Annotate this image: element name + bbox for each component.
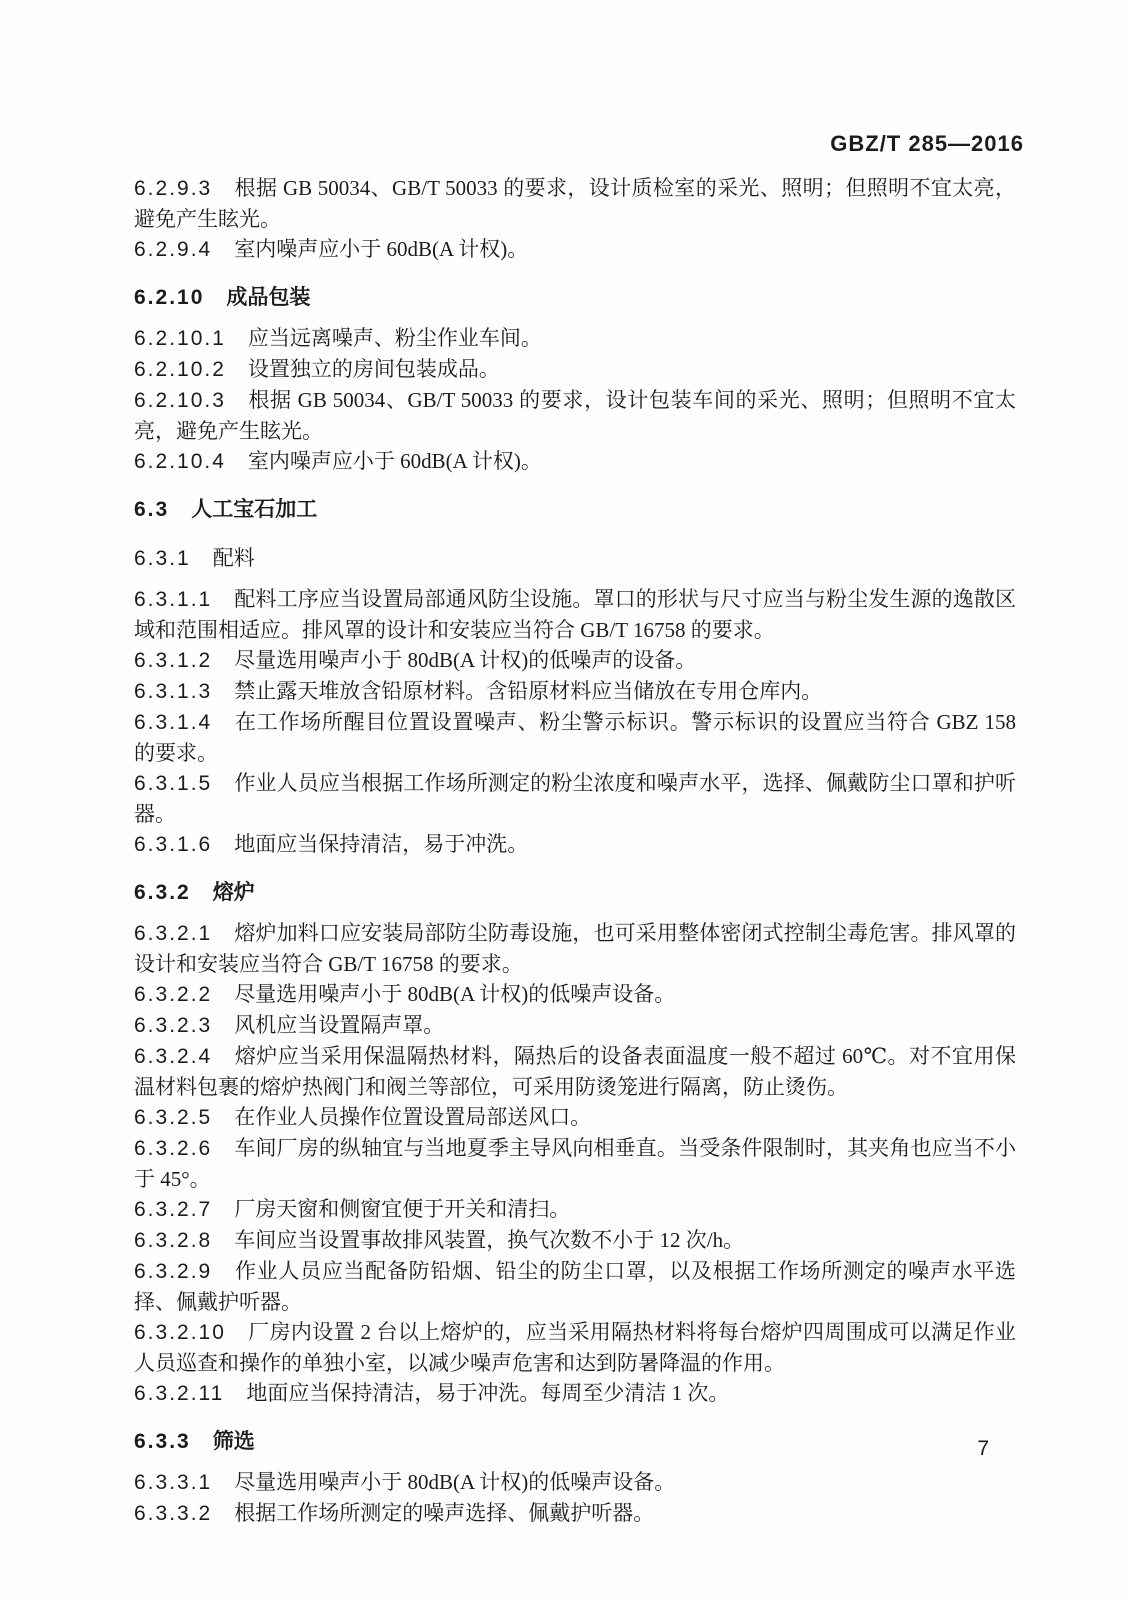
clause-text: 作业人员应当根据工作场所测定的粉尘浓度和噪声水平，选择、佩戴防尘口罩和护听器。: [134, 771, 1016, 826]
clause-paragraph: [134, 1498, 1016, 1529]
clause-text: 作业人员应当配备防铅烟、铅尘的防尘口罩，以及根据工作场所测定的噪声水平选择、佩戴护听器。: [134, 1259, 1016, 1314]
clause-number: 6.3.1.3: [134, 680, 213, 703]
clause-number: 6.2.10.4: [134, 450, 226, 473]
clause-paragraph: [134, 323, 1016, 354]
clause-text: 尽量选用噪声小于 80dB(A 计权)的低噪声设备。: [234, 1470, 676, 1494]
clause-text: 室内噪声应小于 60dB(A 计权)。: [234, 237, 529, 261]
clause-text: 筛选: [212, 1430, 255, 1453]
clause-number: 6.3.2: [134, 881, 191, 904]
clause-number: 6.3.2.3: [134, 1014, 213, 1037]
clause-paragraph: [134, 1378, 1016, 1409]
clause-paragraph: [134, 979, 1016, 1010]
clause-number: 6.3.3: [134, 1430, 191, 1453]
clause-number: 6.3.2.10: [134, 1321, 226, 1344]
clause-number: 6.2.10.2: [134, 358, 226, 381]
clause-text: 熔炉: [212, 881, 255, 904]
clause-text: 配料: [212, 546, 255, 570]
clause-paragraph: [134, 385, 1016, 446]
clause-number: 6.2.10.3: [134, 389, 226, 412]
clause-paragraph: [134, 1041, 1016, 1102]
clause-paragraph: [134, 829, 1016, 860]
clause-number: 6.3: [134, 498, 170, 521]
running-header-standard-number: GBZ/T 285—2016: [830, 131, 1024, 156]
clause-number: 6.3.3.1: [134, 1471, 213, 1494]
clause-number: 6.3.2.7: [134, 1198, 213, 1221]
clause-number: 6.3.1.2: [134, 649, 213, 672]
clause-text: 尽量选用噪声小于 80dB(A 计权)的低噪声的设备。: [234, 648, 697, 672]
clause-text: 人工宝石加工: [191, 498, 318, 521]
clause-text: 禁止露天堆放含铅原材料。含铅原材料应当储放在专用仓库内。: [234, 679, 823, 703]
clause-number: 6.3.1.1: [134, 588, 213, 611]
clause-text: 风机应当设置隔声罩。: [234, 1013, 445, 1037]
clause-text: 成品包装: [226, 286, 311, 309]
clause-paragraph: [134, 1102, 1016, 1133]
clause-paragraph: [134, 918, 1016, 979]
clause-number: 6.3.1.6: [134, 833, 213, 856]
clause-number: 6.3.2.1: [134, 922, 213, 945]
clause-paragraph: [134, 584, 1016, 645]
section-heading: [134, 495, 1016, 525]
clause-paragraph: [134, 1225, 1016, 1256]
page-number: 7: [977, 1437, 989, 1460]
clause-paragraph: [134, 234, 1016, 265]
clause-text: 室内噪声应小于 60dB(A 计权)。: [247, 449, 542, 473]
clause-number: 6.3.1.5: [134, 772, 213, 795]
clause-number: 6.3.2.6: [134, 1137, 213, 1160]
clause-text: 在工作场所醒目位置设置噪声、粉尘警示标识。警示标识的设置应当符合 GBZ 158 的要求。: [134, 710, 1016, 765]
clause-paragraph: [134, 676, 1016, 707]
clause-paragraph: [134, 1194, 1016, 1225]
clause-number: 6.3.2.4: [134, 1045, 213, 1068]
clause-paragraph: [134, 645, 1016, 676]
clause-text: 车间应当设置事故排风装置，换气次数不小于 12 次/h。: [234, 1228, 745, 1252]
document-body: [134, 173, 1016, 1529]
clause-number: 6.3.2.5: [134, 1106, 213, 1129]
clause-text: 熔炉加料口应安装局部防尘防毒设施，也可采用整体密闭式控制尘毒危害。排风罩的设计和安装应当符合 GB/T 16758 的要求。: [134, 921, 1016, 976]
clause-paragraph: [134, 1256, 1016, 1317]
clause-paragraph: [134, 1317, 1016, 1378]
clause-text: 地面应当保持清洁，易于冲洗。: [234, 832, 529, 856]
clause-paragraph: [134, 1010, 1016, 1041]
clause-number: 6.3.2.11: [134, 1382, 225, 1405]
clause-text: 厂房内设置 2 台以上熔炉的，应当采用隔热材料将每台熔炉四周围成可以满足作业人员巡查和操作的单独小室，以减少噪声危害和达到防暑降温的作用。: [134, 1320, 1016, 1375]
clause-number: 6.3.1: [134, 547, 191, 570]
clause-number: 6.2.10: [134, 286, 205, 309]
clause-paragraph: [134, 1133, 1016, 1194]
clause-paragraph: [134, 173, 1016, 234]
clause-text: 配料工序应当设置局部通风防尘设施。罩口的形状与尺寸应当与粉尘发生源的逸散区域和范围相适应。排风罩的设计和安装应当符合 GB/T 16758 的要求。: [134, 587, 1016, 642]
section-heading: [134, 1427, 1016, 1457]
clause-text: 车间厂房的纵轴宜与当地夏季主导风向相垂直。当受条件限制时，其夹角也应当不小于 45°。: [134, 1136, 1016, 1191]
clause-paragraph: [134, 446, 1016, 477]
clause-number: 6.3.2.2: [134, 983, 213, 1006]
section-heading: [134, 543, 1016, 574]
section-heading: [134, 283, 1016, 313]
clause-number: 6.2.10.1: [134, 327, 226, 350]
clause-number: 6.3.1.4: [134, 711, 213, 734]
clause-text: 厂房天窗和侧窗宜便于开关和清扫。: [234, 1197, 571, 1221]
clause-paragraph: [134, 707, 1016, 768]
clause-paragraph: [134, 354, 1016, 385]
clause-number: 6.3.2.9: [134, 1260, 213, 1283]
clause-text: 根据 GB 50034、GB/T 50033 的要求，设计包装车间的采光、照明；但照明不宜太亮，避免产生眩光。: [134, 388, 1016, 443]
clause-text: 根据工作场所测定的噪声选择、佩戴护听器。: [234, 1501, 655, 1525]
clause-text: 地面应当保持清洁，易于冲洗。每周至少清洁 1 次。: [246, 1381, 730, 1405]
clause-text: 熔炉应当采用保温隔热材料，隔热后的设备表面温度一般不超过 60℃。对不宜用保温材料包裹的熔炉热阀门和阀兰等部位，可采用防烫笼进行隔离，防止烫伤。: [134, 1044, 1016, 1099]
clause-paragraph: [134, 768, 1016, 829]
clause-text: 根据 GB 50034、GB/T 50033 的要求，设计质检室的采光、照明；但照明不宜太亮，避免产生眩光。: [134, 176, 1016, 231]
clause-number: 6.3.2.8: [134, 1229, 213, 1252]
clause-text: 在作业人员操作位置设置局部送风口。: [234, 1105, 592, 1129]
clause-text: 设置独立的房间包装成品。: [247, 357, 500, 381]
clause-text: 应当远离噪声、粉尘作业车间。: [247, 326, 542, 350]
clause-number: 6.2.9.3: [134, 177, 213, 200]
clause-paragraph: [134, 1467, 1016, 1498]
clause-number: 6.2.9.4: [134, 238, 213, 261]
section-heading: [134, 878, 1016, 908]
clause-number: 6.3.3.2: [134, 1502, 213, 1525]
clause-text: 尽量选用噪声小于 80dB(A 计权)的低噪声设备。: [234, 982, 676, 1006]
